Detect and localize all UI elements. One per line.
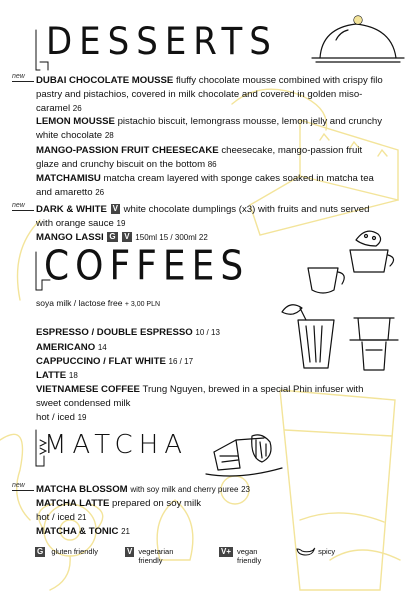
vegetarian-badge: V bbox=[127, 547, 133, 556]
matcha-item-blossom bbox=[36, 483, 384, 497]
item-price: 28 bbox=[104, 131, 114, 140]
item-name: DARK & WHITE bbox=[36, 204, 107, 215]
gluten-badge: G bbox=[37, 547, 44, 556]
new-label: new bbox=[12, 73, 25, 80]
item-name: MATCHAMISU bbox=[36, 173, 101, 184]
item-desc: prepared on soy milk bbox=[112, 498, 202, 509]
item-price: 10 / 13 bbox=[195, 328, 220, 337]
item-price: 21 bbox=[77, 513, 87, 522]
legend-spicy bbox=[296, 547, 335, 557]
legend-label: vegan friendly bbox=[237, 547, 262, 565]
item-desc: fluffy chocolate mousse combined with crispy filo pastry and pistachios, covered in milk chocolate and covered in golden miso-caramel bbox=[36, 75, 383, 114]
item-name: AMERICANO bbox=[36, 342, 96, 353]
dessert-item-lemon bbox=[36, 115, 384, 143]
item-name: CAPPUCCINO / FLAT WHITE bbox=[36, 356, 166, 367]
note-extra: + 3,00 PLN bbox=[124, 301, 161, 308]
vegetarian-badge: V bbox=[112, 204, 118, 213]
coffee-milk-note bbox=[36, 298, 160, 308]
note-text: soya milk / lactose free bbox=[36, 298, 123, 308]
item-desc: Trung Nguyen, brewed in a special Phin infuser with sweet condensed milk bbox=[36, 384, 364, 409]
item-name: MANGO LASSI bbox=[36, 232, 104, 243]
coffee-item-americano bbox=[36, 341, 384, 355]
item-desc: with soy milk and cherry puree bbox=[130, 485, 239, 494]
item-desc: pistachio biscuit, lemongrass mousse, lemon jelly and crunchy white chocolate bbox=[36, 116, 383, 141]
coffee-item-vietnamese bbox=[36, 383, 384, 425]
item-price: 150ml 15 / 300ml 22 bbox=[135, 233, 208, 242]
item-price: 26 bbox=[72, 104, 82, 113]
new-label: new bbox=[12, 482, 25, 489]
item-price: 18 bbox=[68, 371, 78, 380]
item-price: 19 bbox=[77, 413, 87, 422]
coffee-item-cappuccino bbox=[36, 355, 384, 369]
dessert-item-cheesecake bbox=[36, 144, 384, 172]
matcha-heading: MATCHA bbox=[44, 430, 189, 460]
item-name: MANGO-PASSION FRUIT CHEESECAKE bbox=[36, 145, 219, 156]
item-price: 16 / 17 bbox=[168, 357, 194, 366]
item-name: MATCHA BLOSSOM bbox=[36, 484, 128, 495]
matcha-item-latte bbox=[36, 497, 384, 525]
dessert-item-dark-white bbox=[36, 203, 384, 231]
legend-label: spicy bbox=[318, 547, 336, 556]
item-price: 14 bbox=[97, 343, 107, 352]
dessert-item-matchamisu bbox=[36, 172, 384, 200]
legend-label: gluten friendly bbox=[51, 547, 99, 556]
gluten-badge: G bbox=[109, 232, 116, 241]
legend-gluten bbox=[34, 547, 98, 557]
item-name: MATCHA LATTE bbox=[36, 498, 110, 509]
item-name: ESPRESSO / DOUBLE ESPRESSO bbox=[36, 327, 193, 338]
item-name: VIETNAMESE COFFEE bbox=[36, 384, 140, 395]
item-price: 26 bbox=[95, 188, 105, 197]
dessert-item-dubai bbox=[36, 74, 384, 116]
legend-label: vegetarian friendly bbox=[138, 547, 174, 565]
coffees-heading: COFFEES bbox=[44, 242, 250, 291]
item-extra: hot / iced bbox=[36, 412, 75, 423]
item-name: DUBAI CHOCOLATE MOUSSE bbox=[36, 75, 174, 86]
coffee-item-latte bbox=[36, 369, 384, 383]
coffee-item-espresso bbox=[36, 326, 384, 340]
item-desc: matcha cream layered with sponge cakes soaked in matcha tea and amaretto bbox=[36, 173, 374, 198]
new-label: new bbox=[12, 202, 25, 209]
chili-icon bbox=[296, 547, 316, 557]
item-name: LATTE bbox=[36, 370, 67, 381]
matcha-item-tonic bbox=[36, 525, 384, 539]
dessert-item-mango-lassi bbox=[36, 231, 384, 245]
item-price: 19 bbox=[116, 219, 126, 228]
item-desc: white chocolate dumplings (x3) with fruits and nuts served with orange sauce bbox=[36, 204, 370, 229]
item-desc: cheesecake, mango-passion fruit glaze and crunchy biscuit on the bottom bbox=[36, 145, 363, 170]
item-price: 86 bbox=[207, 160, 217, 169]
item-price: 21 bbox=[121, 527, 131, 536]
item-name: LEMON MOUSSE bbox=[36, 116, 115, 127]
desserts-heading: DESSERTS bbox=[46, 20, 278, 64]
item-price: 23 bbox=[241, 485, 250, 494]
vegan-badge: V+ bbox=[221, 547, 232, 556]
legend-vegan bbox=[218, 547, 278, 565]
item-name: MATCHA & TONIC bbox=[36, 526, 119, 537]
legend-vegetarian bbox=[124, 547, 194, 565]
item-extra: hot / iced bbox=[36, 512, 75, 523]
vegetarian-badge: V bbox=[124, 232, 130, 241]
